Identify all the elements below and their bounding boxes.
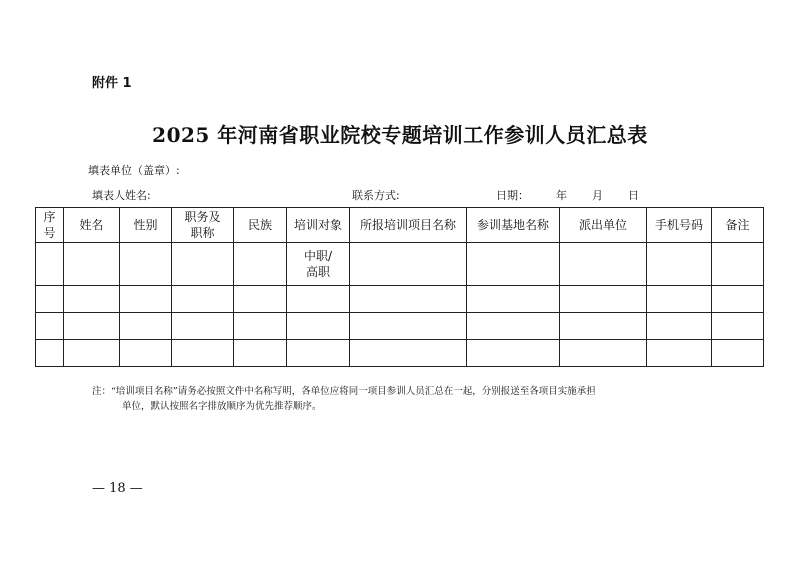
table-cell[interactable] <box>467 313 560 340</box>
table-cell[interactable] <box>560 340 647 367</box>
table-cell[interactable] <box>647 340 712 367</box>
table-cell[interactable] <box>64 313 120 340</box>
table-cell[interactable] <box>120 340 172 367</box>
col-header-project: 所报培训项目名称 <box>350 208 467 243</box>
table-cell[interactable] <box>467 340 560 367</box>
page-title: 2025 年河南省职业院校专题培训工作参训人员汇总表 <box>152 123 648 147</box>
col-header-target: 培训对象 <box>287 208 350 243</box>
table-cell[interactable] <box>172 243 234 286</box>
page-number: — 18 — <box>92 481 143 496</box>
table-cell[interactable] <box>234 340 287 367</box>
table-cell[interactable] <box>350 286 467 313</box>
col-header-remark: 备注 <box>712 208 764 243</box>
table-cell[interactable] <box>172 340 234 367</box>
table-cell[interactable] <box>712 286 764 313</box>
summary-table <box>35 207 764 367</box>
col-header-name: 姓名 <box>64 208 120 243</box>
table-cell[interactable] <box>64 340 120 367</box>
table-cell[interactable] <box>712 340 764 367</box>
table-cell[interactable] <box>64 286 120 313</box>
date-field <box>496 187 639 203</box>
table-note <box>92 384 732 414</box>
attachment-label: 附件 1 <box>92 76 132 91</box>
table-cell[interactable] <box>712 313 764 340</box>
table-cell[interactable] <box>64 243 120 286</box>
table-cell[interactable] <box>36 286 64 313</box>
table-cell[interactable] <box>350 313 467 340</box>
col-header-title: 职务及职称 <box>172 208 234 243</box>
table-row <box>36 243 764 286</box>
contact-label: 联系方式: <box>352 189 400 202</box>
table-cell[interactable] <box>712 243 764 286</box>
table-cell[interactable] <box>120 286 172 313</box>
table-cell[interactable] <box>36 243 64 286</box>
table-cell[interactable] <box>287 286 350 313</box>
filler-name-label: 填表人姓名: <box>92 189 151 202</box>
table-cell[interactable] <box>647 313 712 340</box>
target-cell[interactable]: 中职/高职 <box>287 243 350 286</box>
table-cell[interactable] <box>467 286 560 313</box>
col-header-index: 序号 <box>36 208 64 243</box>
col-header-ethnicity: 民族 <box>234 208 287 243</box>
col-header-base: 参训基地名称 <box>467 208 560 243</box>
note-line-1: 注：“培训项目名称”请务必按照文件中名称写明，各单位应将同一项目参训人员汇总在一起，分别报送至各项目实施承担 <box>92 386 596 397</box>
table-cell[interactable] <box>36 313 64 340</box>
date-year: 年 <box>556 189 567 202</box>
table-cell[interactable] <box>172 286 234 313</box>
table-cell[interactable] <box>350 340 467 367</box>
table-cell[interactable] <box>36 340 64 367</box>
col-header-phone: 手机号码 <box>647 208 712 243</box>
note-line-2: 单位，默认按照名字排放顺序为优先推荐顺序。 <box>122 401 322 412</box>
date-day: 日 <box>628 189 639 202</box>
table-cell[interactable] <box>350 243 467 286</box>
table-cell[interactable] <box>560 286 647 313</box>
table-cell[interactable] <box>287 340 350 367</box>
header-row <box>36 208 764 243</box>
table-cell[interactable] <box>647 243 712 286</box>
table-cell[interactable] <box>287 313 350 340</box>
table-cell[interactable] <box>234 286 287 313</box>
table-cell[interactable] <box>234 243 287 286</box>
table-cell[interactable] <box>560 313 647 340</box>
table-cell[interactable] <box>647 286 712 313</box>
table-cell[interactable] <box>560 243 647 286</box>
table-row <box>36 313 764 340</box>
table-cell[interactable] <box>120 243 172 286</box>
table-cell[interactable] <box>234 313 287 340</box>
table-row <box>36 340 764 367</box>
fill-unit-label: 填表单位（盖章）: <box>88 164 180 177</box>
date-month: 月 <box>592 189 603 202</box>
date-label: 日期： <box>496 189 529 202</box>
col-header-unit: 派出单位 <box>560 208 647 243</box>
table-cell[interactable] <box>467 243 560 286</box>
table-row <box>36 286 764 313</box>
table-cell[interactable] <box>120 313 172 340</box>
table-cell[interactable] <box>172 313 234 340</box>
col-header-gender: 性别 <box>120 208 172 243</box>
